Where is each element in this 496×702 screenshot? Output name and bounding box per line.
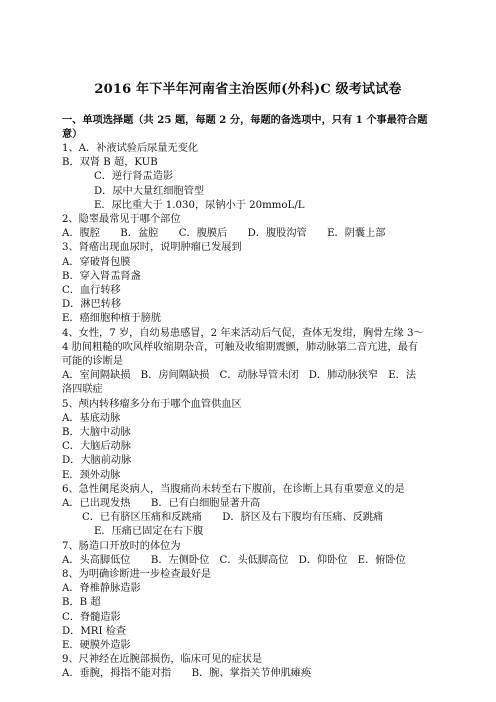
question-line: D．淋巴转移 xyxy=(62,299,122,311)
document-title: 2016 年下半年河南省主治医师(外科)C 级考试试卷 xyxy=(94,82,402,97)
question-line: 3、肾癌出现血尿时，说明肿瘤已发展到 xyxy=(62,242,242,254)
question-line: E．尿比重大于 1.030，尿钠小于 20mmoL/L xyxy=(94,199,305,211)
question-line: C．大脑后动脉 xyxy=(62,441,131,453)
question-line: 4 肋间粗糙的吹风样收缩期杂音，可触及收缩期震颤，肺动脉第二音亢进，最有 xyxy=(62,341,419,353)
question-line: B．B 超 xyxy=(62,597,101,609)
question-line: C．血行转移 xyxy=(62,285,121,296)
question-line: 6、急性阑尾炎病人，当腹痛尚未转至右下腹前，在诊断上具有重要意义的是 xyxy=(62,483,405,495)
question-line: B．穿入肾盂肾盏 xyxy=(62,270,141,282)
section-heading: 一、单项选择题（共 25 题，每题 2 分，每题的备选项中，只有 1 个事最符合题 xyxy=(62,114,428,126)
question-line: 可能的诊断是 xyxy=(62,356,124,367)
question-line: B．大脑中动脉 xyxy=(62,427,131,438)
question-line: E．癌细胞种植于膀胱 xyxy=(62,313,162,325)
question-line: 9、尺神经在近腕部损伤，临床可见的症状是 xyxy=(62,654,263,666)
question-line: E．硬膜外造影 xyxy=(62,640,131,651)
question-line: A．头高脚低位 B．左侧卧位 C．头低脚高位 D．仰卧位 E．俯卧位 xyxy=(62,554,406,566)
question-line: A．垂腕，拇指不能对指 B．腕、掌指关节伸肌瘫痪 xyxy=(62,668,312,680)
question-line: A．基底动脉 xyxy=(62,412,121,424)
question-line: 5、颅内转移瘤多分布于哪个血管供血区 xyxy=(62,398,242,410)
question-line: 洛四联症 xyxy=(62,384,103,396)
question-line: 8、为明确诊断进一步检查最好是 xyxy=(62,569,212,580)
question-line: 7、肠造口开放时的体位为 xyxy=(62,540,181,552)
question-line: 4、女性，7 岁，自幼易患感冒，2 年来活动后气促，查体无发绀，胸骨左缘 3～ xyxy=(62,327,424,339)
question-line: B．双肾 B 超，KUB xyxy=(62,157,158,169)
question-line: 2、隐睾最常见于哪个部位 xyxy=(62,214,181,225)
question-line: A．穿破肾包膜 xyxy=(62,256,131,268)
question-line: A．已出现发热 B．已有白细胞显著升高 xyxy=(62,498,261,509)
question-line: 1、A．补液试验后尿量无变化 xyxy=(62,143,199,154)
section-heading-continued: 意） xyxy=(62,128,83,140)
question-line: E．颈外动脉 xyxy=(62,469,121,481)
question-line: A．脊椎静脉造影 xyxy=(62,583,141,595)
question-line: A．腹腔 B．盆腔 C．腹膜后 D．腹股沟管 E．阴囊上部 xyxy=(62,228,386,240)
question-line: D．尿中大量红细胞管型 xyxy=(94,185,205,197)
question-line: A．室间隔缺损 B．房间隔缺损 C．动脉导管未闭 D．肺动脉狭窄 E．法 xyxy=(62,370,417,382)
question-line: C．脊髓造影 xyxy=(62,611,121,623)
question-line: D．大脑前动脉 xyxy=(62,455,132,467)
question-line: C．已有脐区压痛和反跳痛 D．脐区及右下腹均有压痛、反跳痛 xyxy=(82,512,384,524)
question-line: D．MRI 检查 xyxy=(62,625,127,637)
question-line: C．逆行肾盂造影 xyxy=(94,171,174,183)
question-line: E．压痛已固定在右下腹 xyxy=(94,526,204,538)
